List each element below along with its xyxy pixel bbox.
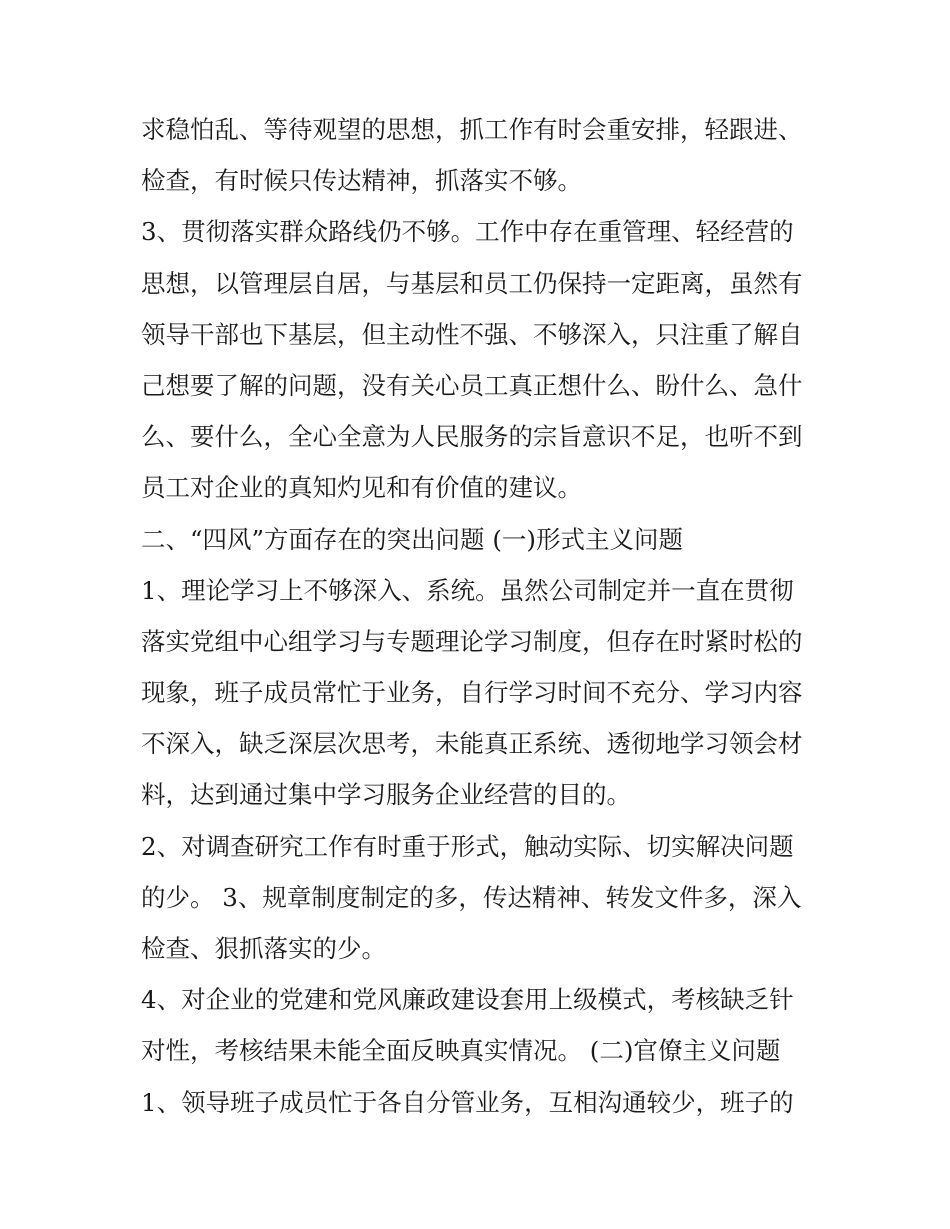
text-line: 不深入，缺乏深层次思考，未能真正系统、透彻地学习领会材 [141, 729, 803, 759]
text-line: 求稳怕乱、等待观望的思想，抓工作有时会重安排，轻跟进、 [141, 115, 803, 144]
text-line: 己想要了解的问题，没有关心员工真正想什么、盼什么、急什 [141, 370, 803, 400]
text-line: 对性，考核结果未能全面反映真实情况。 (二)官僚主义问题 [141, 1036, 781, 1066]
text-line: 1、理论学习上不够深入、系统。虽然公司制定并一直在贯彻 [141, 575, 794, 605]
text-line: 员工对企业的真知灼见和有价值的建议。 [141, 473, 582, 503]
text-line: 4、对企业的党建和党风廉政建设套用上级模式，考核缺乏针 [141, 985, 794, 1015]
document-body [141, 104, 821, 1128]
text-line: 思想，以管理层自居，与基层和员工仍保持一定距离，虽然有 [141, 268, 803, 298]
text-line: 检查、狠抓落实的少。 [141, 934, 386, 963]
text-line: 么、要什么，全心全意为人民服务的宗旨意识不足，也听不到 [141, 422, 803, 452]
text-line: 现象，班子成员常忙于业务，自行学习时间不充分、学习内容 [141, 678, 803, 708]
text-line: 2、对调查研究工作有时重于形式，触动实际、切实解决问题 [141, 831, 794, 861]
text-line: 落实党组中心组学习与专题理论学习制度，但存在时紧时松的 [141, 626, 803, 656]
section-heading: 二、“四风”方面存在的突出问题 (一)形式主义问题 [141, 524, 683, 554]
text-line: 检查，有时候只传达精神，抓落实不够。 [141, 166, 582, 196]
text-line: 料，达到通过集中学习服务企业经营的目的。 [141, 780, 631, 810]
text-line: 1、领导班子成员忙于各自分管业务，互相沟通较少，班子的 [141, 1087, 794, 1117]
text-line: 3、贯彻落实群众路线仍不够。工作中存在重管理、轻经营的 [141, 217, 794, 247]
text-line: 领导干部也下基层，但主动性不强、不够深入，只注重了解自 [141, 319, 803, 349]
text-line: 的少。 3、规章制度制定的多，传达精神、转发文件多，深入 [141, 882, 802, 912]
